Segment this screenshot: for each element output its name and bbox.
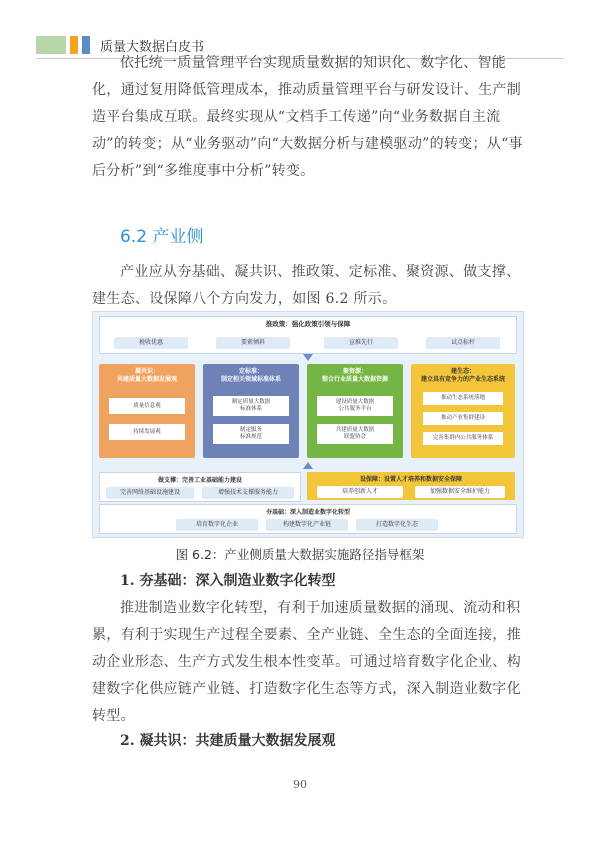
column-ecosystem [411,364,515,458]
column-item: 制定质量大数据 标准体系 [213,396,289,416]
column-item: 共建质量大数据 联盟协会 [317,424,393,444]
guarantee-title: 设保障：设置人才培养和数据安全保障 [359,476,462,483]
policy-title: 推政策：强化政策引领与保障 [265,320,351,328]
base-bar [99,504,517,534]
column-consensus [99,364,195,458]
guarantee-box [307,472,515,500]
guarantee-item: 加强数据安全维护能力 [415,486,505,498]
paragraph-1: 依托统一质量管理平台实现质量数据的知识化、数字化、智能化，通过复用降低管理成本，推动质量管理平台与研发设计、生产制造平台集成互联。最终实现从“文档手工传递”向“业务数据自主流动”的转变；从“业务驱动”向“大数据分析与建模驱动”的转变；从“事后分析”到“多维度事中分析”转变。 [92,55,523,179]
base-item: 培育数字化企业 [176,519,258,531]
header-blue-block [82,36,90,54]
column-title: 建生态： 建立具有竞争力的产业生态系统 [420,368,505,383]
page-number: 90 [293,778,307,791]
base-title: 夯基础：深入制造业数字化转型 [265,509,350,516]
column-title: 凝共识： 共建质量大数据发展观 [116,368,177,383]
policy-item: 要素倾斜 [216,337,290,349]
column-item: 制定服务 标准规范 [213,424,289,444]
figure-framework [92,311,524,538]
base-item: 构建数字化产业链 [266,519,348,531]
header-title: 质量大数据白皮书 [100,39,205,55]
column-item: 推动产业集群建设 [423,412,503,425]
header-orange-block [70,36,78,54]
column-title: 定标准： 制定相关领域标准体系 [220,368,281,383]
support-item: 增强技术支撑服务能力 [202,487,294,499]
guarantee-item: 培养创新人才 [317,486,403,498]
column-item: 完善集群内公共服务体系 [423,432,503,445]
paragraph-2: 产业应从夯基础、凝共识、推政策、定标准、聚资源、做支撑、建生态、设保障八个方向发力，如图 6.2 所示。 [92,264,521,307]
section-heading: 6.2 产业侧 [120,227,204,247]
figure-caption: 图 6.2：产业侧质量大数据实施路径指导框架 [175,547,425,562]
support-box [99,472,301,502]
header-green-block [36,36,66,54]
down-arrow-icon [303,354,313,361]
column-item: 建设质量大数据 公共服务平台 [317,396,393,416]
support-title: 做支撑：完善工业基础能力建设 [157,477,242,484]
column-item: 推动生态系统落地 [423,392,503,405]
column-standards [203,364,299,458]
policy-item: 宣推先行 [324,337,398,349]
column-title: 聚资源： 整合行业质量大数据资源 [321,368,388,383]
column-resources [307,364,403,458]
column-item: 质量信息观 [109,398,185,414]
policy-item: 税收优惠 [114,337,188,349]
up-arrow-icon [303,462,313,469]
base-item: 打造数字化生态 [356,519,438,531]
policy-bar [99,316,517,354]
paragraph-3: 推进制造业数字化转型，有利于加速质量数据的涌现、流动和积累，有利于实现生产过程全要素、全产业链、全生态的全面连接，推动企业形态、生产方式发生根本性变革。可通过培育数字化企业、构建数字化供应链产业链、打造数字化生态等方式，深入制造业数字化转型。 [92,600,521,724]
column-item: 持续发展观 [109,424,185,440]
subheading-1: 1. 夯基础：深入制造业数字化转型 [120,573,336,589]
support-item: 完善网络基础设施建设 [106,487,194,499]
policy-item: 试点标杆 [426,337,500,349]
subheading-2: 2. 凝共识：共建质量大数据发展观 [120,733,336,749]
